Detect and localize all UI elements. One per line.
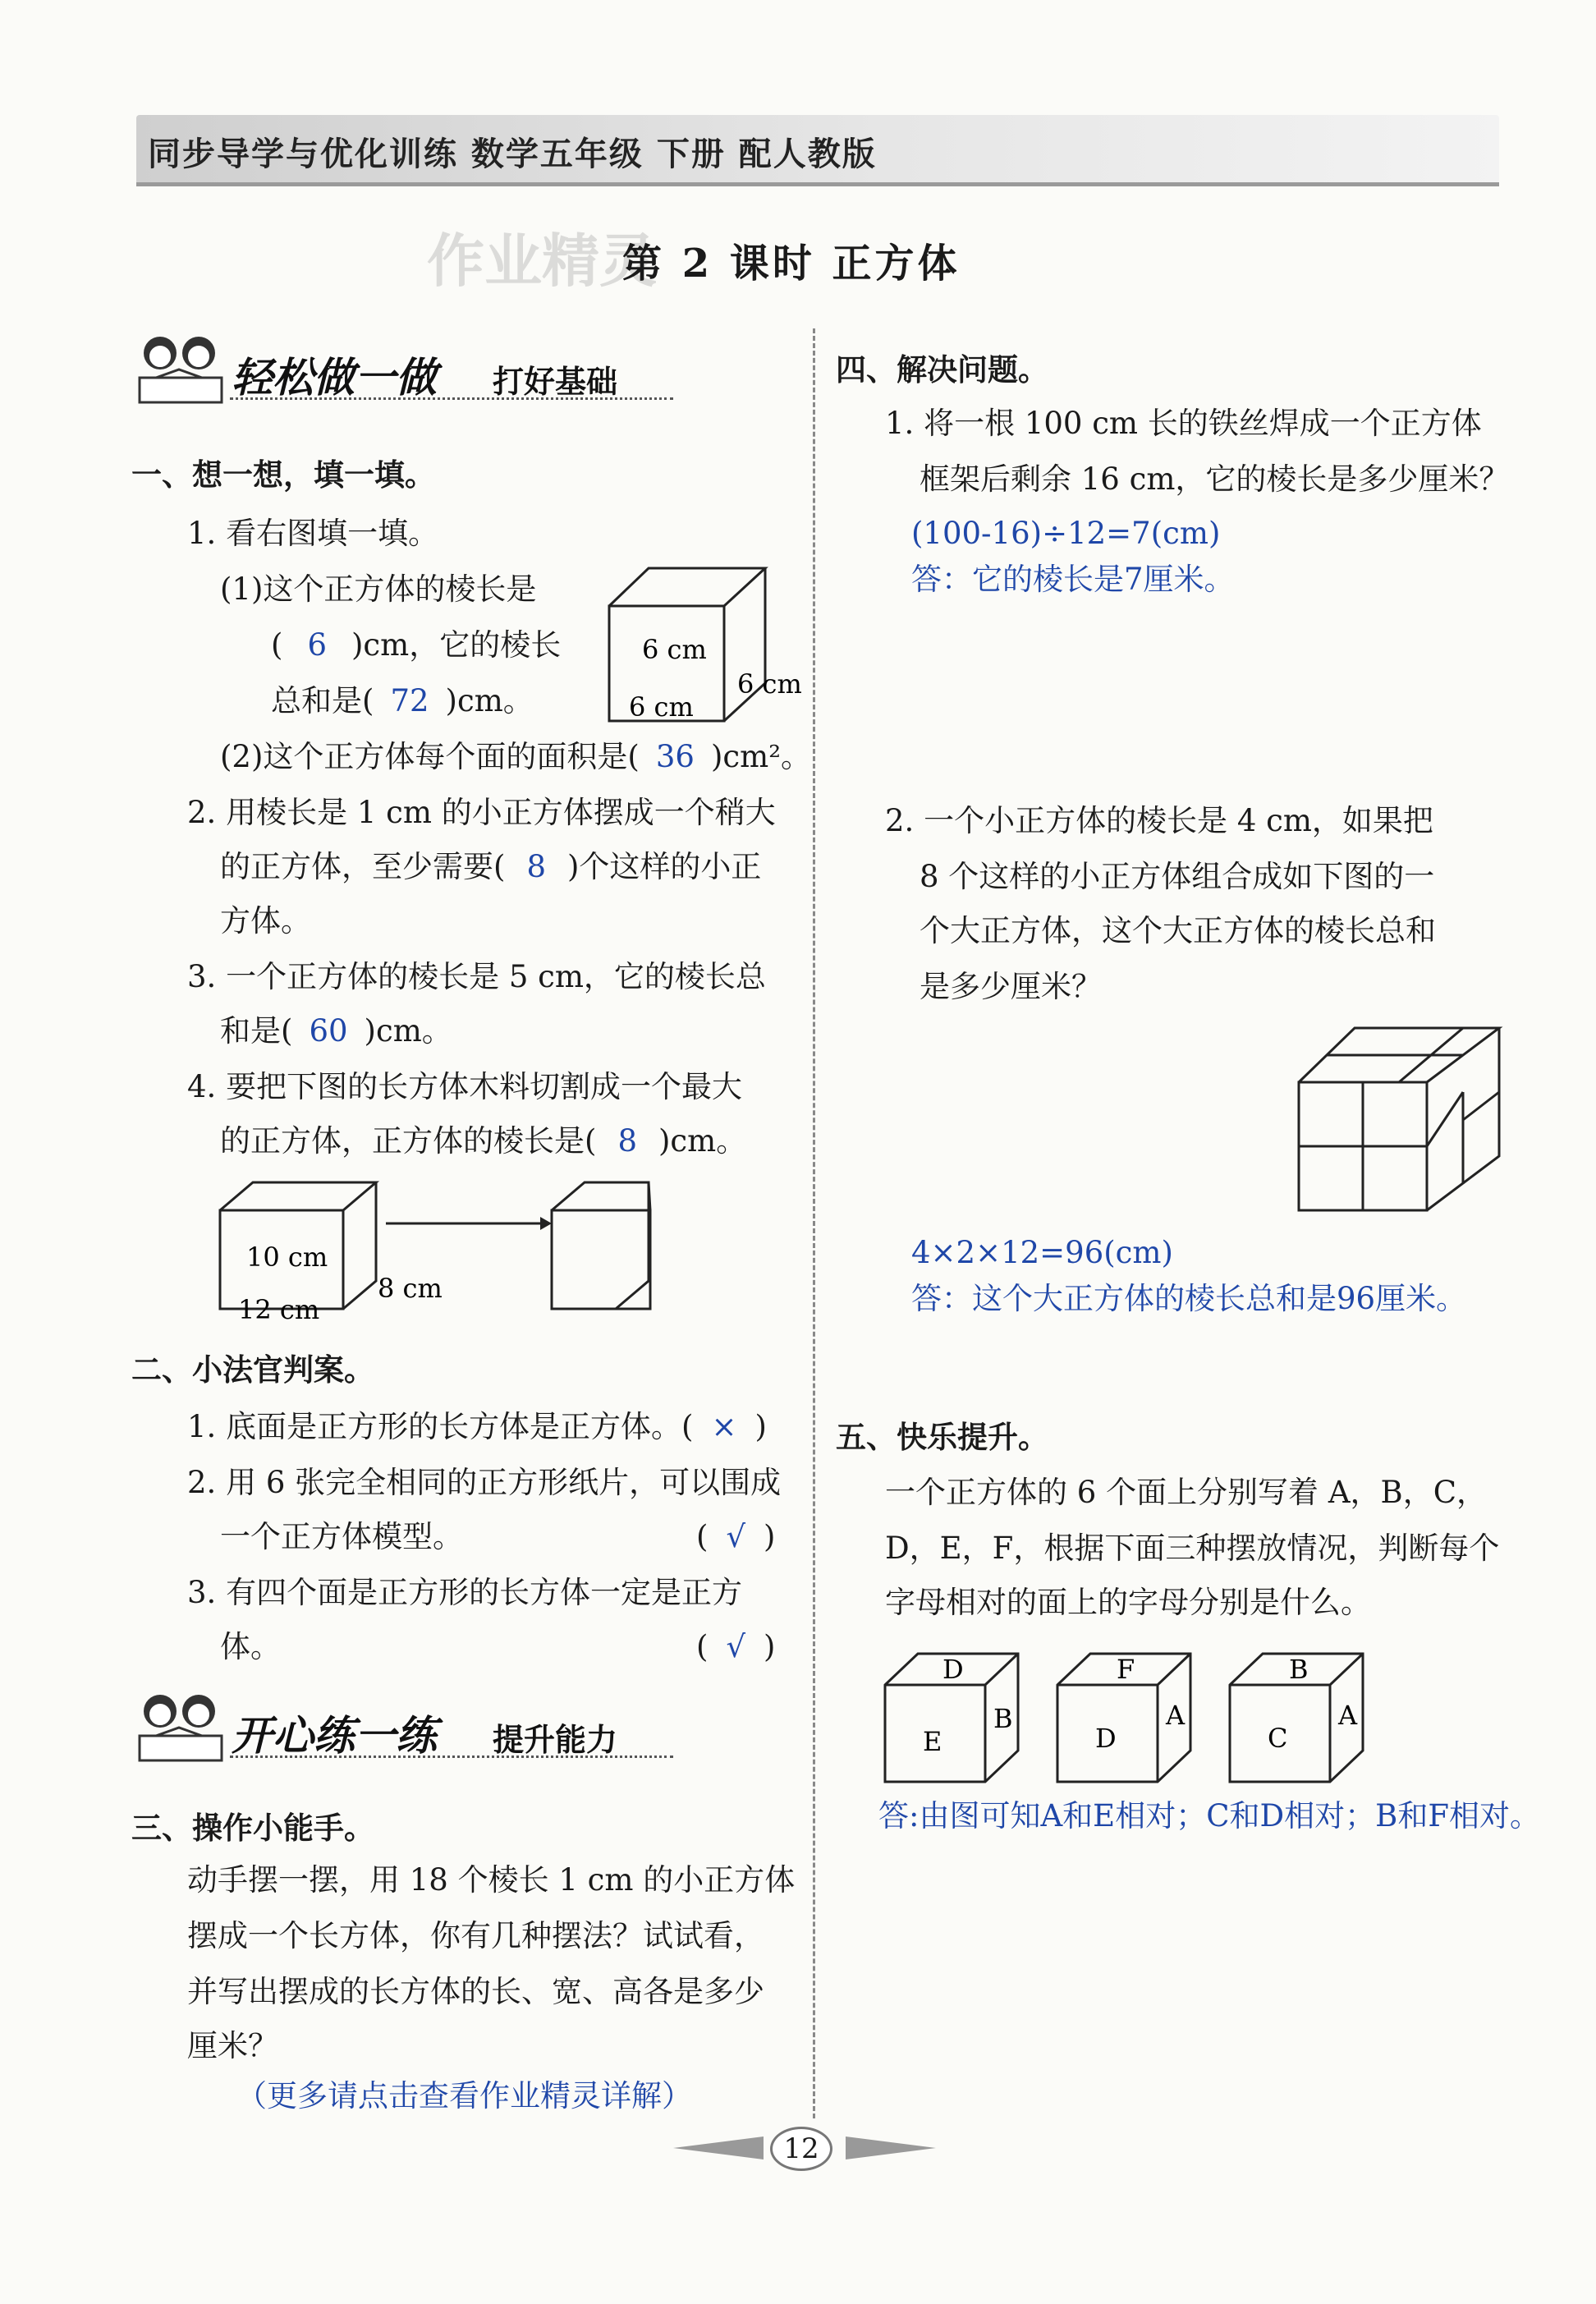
svg-text:8 cm: 8 cm <box>378 1273 443 1304</box>
section-4-heading: 四、解决问题。 <box>836 352 1048 388</box>
kids-reading-icon <box>131 1687 230 1769</box>
q5-answer: 答:由图可知A和E相对；C和D相对；B和F相对。 <box>878 1798 1541 1834</box>
more-details-link[interactable]: （更多请点击查看作业精灵详解） <box>236 2078 692 2114</box>
answer-j2: √ <box>726 1519 746 1554</box>
answer-q4: 8 <box>617 1123 637 1159</box>
cube1-side: B <box>993 1703 1013 1734</box>
section-1-heading: 一、想一想，填一填。 <box>131 457 435 493</box>
column-divider <box>813 328 815 2118</box>
q1-stem: 1. 看右图填一填。 <box>187 516 439 551</box>
cube2-side: A <box>1166 1700 1186 1731</box>
section-2-heading: 二、小法官判案。 <box>131 1352 374 1388</box>
letter-cubes-figure <box>878 1645 1404 1793</box>
kids-reading-icon <box>131 328 230 411</box>
answer-q1-2: 72 <box>390 683 429 718</box>
big-cube-figure <box>1289 1023 1511 1220</box>
cube3-front: C <box>1268 1723 1288 1754</box>
page-number: 12 <box>770 2127 832 2171</box>
banner-basic: 轻松做一做 打好基础 <box>131 328 673 411</box>
section-3-heading: 三、操作小能手。 <box>131 1811 374 1846</box>
svg-text:6 cm: 6 cm <box>629 691 694 723</box>
q4-1-answer: 答：它的棱长是7厘米。 <box>911 562 1235 597</box>
section-5-heading: 五、快乐提升。 <box>836 1420 1048 1455</box>
answer-j3: √ <box>726 1629 746 1664</box>
lesson-title: 第 2 课时 正方体 <box>622 241 961 287</box>
cube1-front: E <box>923 1726 942 1757</box>
svg-text:6 cm: 6 cm <box>642 634 707 665</box>
answer-q1-3: 36 <box>655 739 695 774</box>
cube1-top: D <box>942 1654 964 1685</box>
svg-text:10 cm: 10 cm <box>246 1241 328 1273</box>
answer-q1-1: 6 <box>307 627 327 663</box>
answer-q2: 8 <box>526 849 546 884</box>
answer-j1: × <box>711 1409 737 1444</box>
svg-text:6 cm: 6 cm <box>737 668 802 700</box>
box-to-cube-figure <box>213 1174 657 1322</box>
q4-2-calc: 4×2×12=96(cm) <box>911 1235 1173 1270</box>
cube3-top: B <box>1289 1654 1309 1685</box>
answer-q3: 60 <box>309 1013 348 1049</box>
cube2-top: F <box>1117 1654 1135 1685</box>
svg-text:12 cm: 12 cm <box>238 1294 320 1322</box>
q4-1-calc: (100-16)÷12=7(cm) <box>911 516 1221 551</box>
watermark: 作业精灵 <box>427 227 657 295</box>
banner-practice: 开心练一练 提升能力 <box>131 1687 673 1769</box>
cube-figure <box>599 558 813 731</box>
cube3-side: A <box>1338 1700 1358 1731</box>
series-title: 同步导学与优化训练 数学五年级 下册 配人教版 <box>148 135 877 173</box>
cube2-front: D <box>1095 1723 1117 1754</box>
q4-2-answer: 答：这个大正方体的棱长总和是96厘米。 <box>911 1281 1467 1316</box>
